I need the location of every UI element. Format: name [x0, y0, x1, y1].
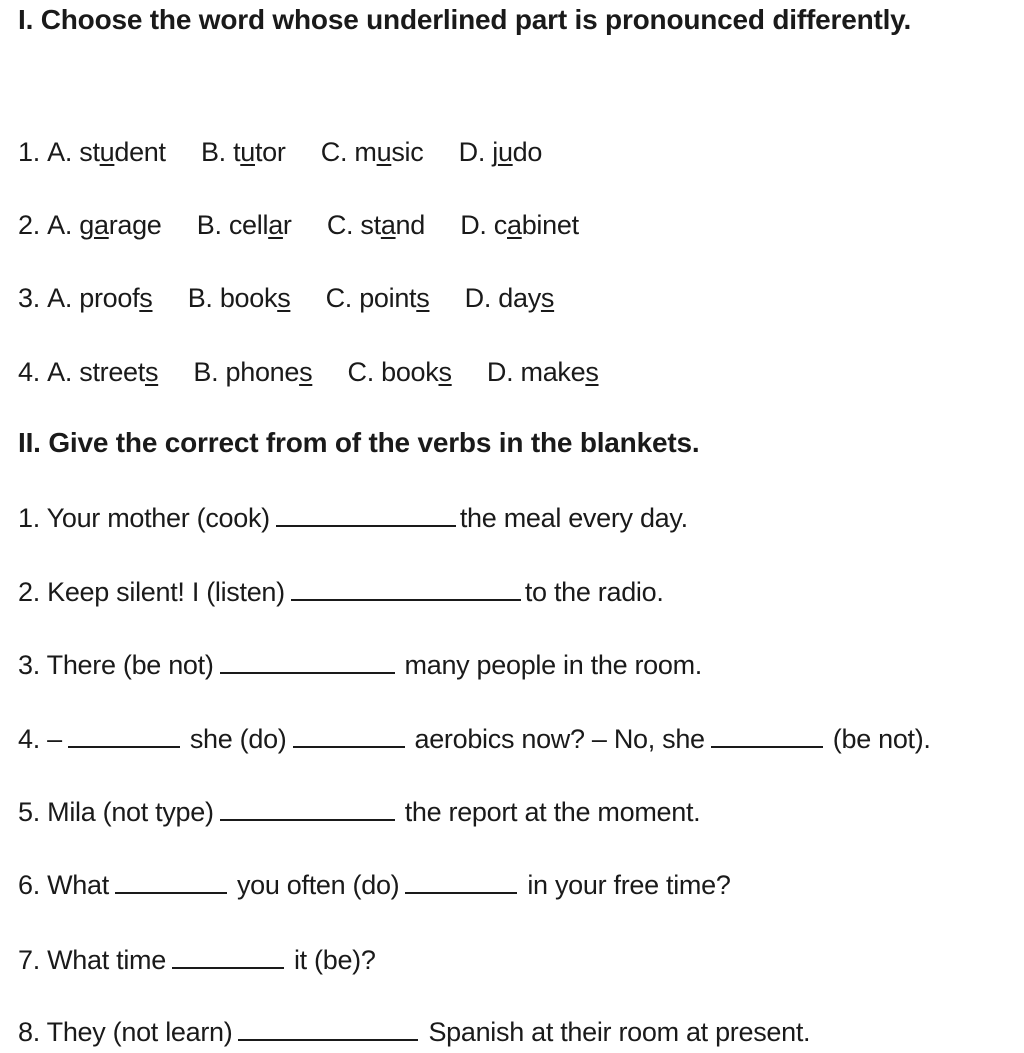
answer-blank[interactable] [220, 672, 395, 674]
section-2-heading: II. Give the correct from of the verbs in the blankets. [18, 427, 700, 458]
answer-blank[interactable] [291, 599, 521, 601]
answer-blank[interactable] [220, 819, 395, 821]
answer-blank[interactable] [68, 746, 180, 748]
verb-item-7: 7. What time it (be)? [18, 945, 376, 975]
answer-blank[interactable] [711, 746, 823, 748]
answer-blank[interactable] [238, 1039, 418, 1041]
option-b: B. cellar [196, 210, 292, 240]
verb-item-4: 4. – she (do) aerobics now? – No, she (be not). [18, 724, 931, 754]
answer-blank[interactable] [172, 967, 284, 969]
option-d: D. judo [458, 137, 543, 167]
option-c: C. stand [326, 210, 425, 240]
option-c: C. books [347, 357, 452, 387]
option-d: D. cabinet [460, 210, 579, 240]
option-a: A. student [47, 137, 166, 167]
option-d: D. makes [486, 357, 599, 387]
option-a: A. garage [47, 210, 162, 240]
question-number: 4. [18, 357, 40, 387]
option-c: C. points [325, 283, 430, 313]
question-number: 1. [18, 137, 40, 167]
verb-item-5: 5. Mila (not type) the report at the moment. [18, 797, 701, 827]
question-1 [18, 137, 542, 168]
question-number: 3. [18, 283, 40, 313]
verb-item-8: 8. They (not learn) Spanish at their room at present. [18, 1017, 811, 1047]
option-a: A. streets [47, 357, 159, 387]
question-2 [18, 210, 579, 241]
verb-item-3: 3. There (be not) many people in the room. [18, 650, 703, 680]
section-1-heading: I. Choose the word whose underlined part is pronounced differently. [18, 4, 912, 35]
option-c: C. music [320, 137, 424, 167]
option-d: D. days [464, 283, 555, 313]
verb-item-1: 1. Your mother (cook) the meal every day. [18, 503, 688, 533]
verb-item-2: 2. Keep silent! I (listen) to the radio. [18, 577, 664, 607]
option-b: B. books [187, 283, 291, 313]
answer-blank[interactable] [115, 892, 227, 894]
question-3 [18, 283, 554, 314]
answer-blank[interactable] [405, 892, 517, 894]
option-a: A. proofs [47, 283, 153, 313]
option-b: B. tutor [200, 137, 286, 167]
question-number: 2. [18, 210, 40, 240]
option-b: B. phones [193, 357, 313, 387]
verb-item-6: 6. What you often (do) in your free time? [18, 870, 731, 900]
question-4 [18, 357, 599, 388]
answer-blank[interactable] [293, 746, 405, 748]
answer-blank[interactable] [276, 525, 456, 527]
